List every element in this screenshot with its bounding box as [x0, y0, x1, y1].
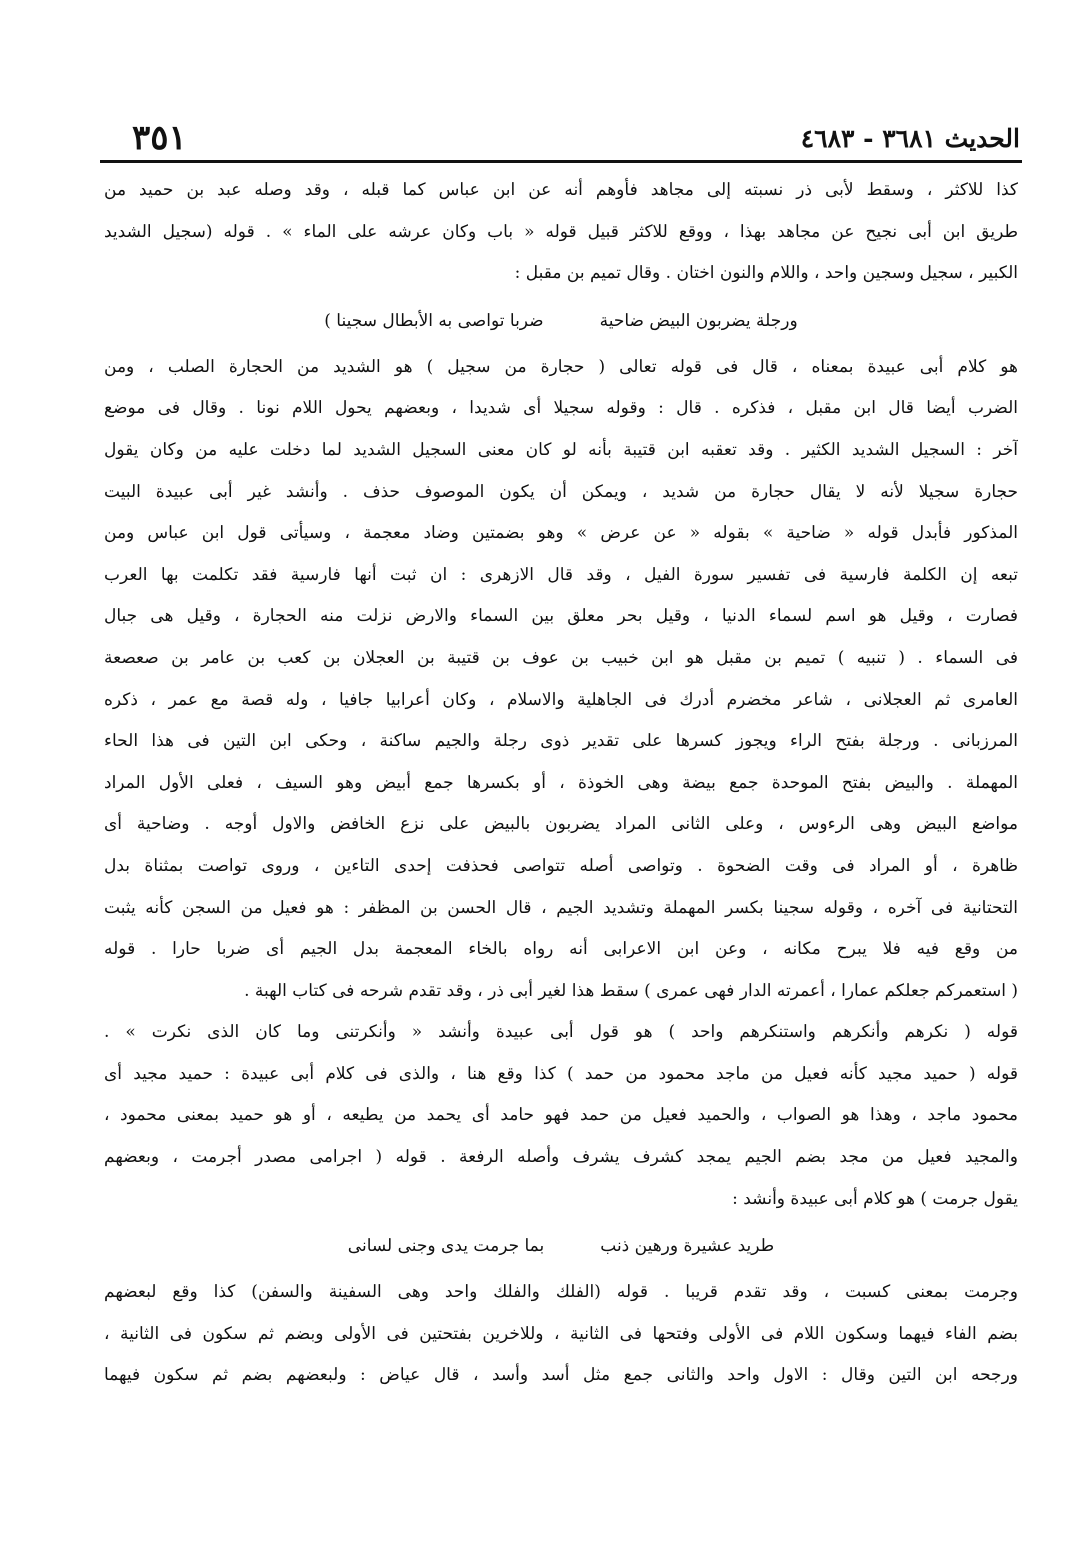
- text-line: التحتانية فى آخره ، وقوله سجينا بكسر المهملة وتشديد الجيم ، قال الحسن بن المظفر : هو فعيل من السجن كأنه يثبت: [104, 897, 1018, 918]
- text-line: العامرى ثم العجلانى ، شاعر مخضرم أدرك فى الجاهلية والاسلام ، وكان أعرابيا جافيا ، وله قصة مع عمر ، ذكره: [104, 689, 1018, 710]
- text-line: حجارة سجيلا لأنه لا يقال حجارة من شديد ، ويمكن أن يكون الموصوف حذف . وأنشد غير أبى عبيدة البيت: [104, 481, 1018, 502]
- page-number: ٣٥١: [132, 118, 187, 158]
- text-line: المذكور فأبدل قوله « ضاحية » بقوله « عن عرض » وهو بضمتين وضاد معجمة ، وسيأتى قول ابن عباس ومن: [104, 523, 1018, 544]
- text-line: آخر : السجيل الشديد الكثير . وقد تعقبه ابن قتيبة بأنه لو كان معنى السجيل الشديد لما دخلت عليه من وكان يقول: [104, 439, 1018, 460]
- text-line: وجرمت بمعنى كسبت ، وقد تقدم قريبا . قوله (الفلك والفلك واحد وهى السفينة والسفن) كذا وقع لبعضهم: [104, 1282, 1018, 1303]
- text-line: طريق ابن أبى نجيح عن مجاهد بهذا ، ووقع للاكثر قبيل قوله « باب وكان عرشه على الماء » . قوله (سجيل الشديد: [104, 221, 1018, 242]
- text-line: قوله ( نكرهم وأنكرهم واستنكرهم واحد ) هو قول أبى عبيدة وأنشد « وأنكرتنى وما كان الذى نكرت » .: [104, 1022, 1018, 1043]
- text-line: من وقع فيه فلا يبرح مكانه ، وعن ابن الاعرابى أنه رواه بالخاء المعجمة بدل الجيم أى ضربا حارا . قوله: [104, 939, 1018, 960]
- verse-hemistich: ورجلة يضربون البيض ضاحية: [599, 310, 798, 331]
- text-line: يقول جرمت ) هو كلام أبى عبيدة وأنشد :: [732, 1188, 1018, 1209]
- text-line: المهملة . والبيض بفتح الموحدة جمع بيضة وهى الخوذة ، أو بكسرها جمع أبيض وهو السيف ، فعلى الأول المراد: [104, 772, 1018, 793]
- text-line: هو كلام أبى عبيدة بمعناه ، قال فى قوله تعالى ( حجارة من سجيل ) هو الشديد من الحجارة الصلب ، ومن: [104, 356, 1018, 377]
- text-line: الكبير ، سجيل وسجين واحد ، واللام والنون اختان . وقال تميم بن مقبل :: [514, 263, 1018, 284]
- verse-hemistich: بما جرمت يدى وجنى لسانى: [347, 1236, 545, 1257]
- text-line: فى السماء . ( تنبيه ) تميم بن مقبل هو ابن خبيب بن عوف بن قتيبة بن العجلان بن كعب بن عامر بن صعصعة: [104, 647, 1018, 668]
- text-line: المرزبانى . ورجلة بفتح الراء ويجوز كسرها على تقدير ذوى رجلة والجيم ساكنة ، وحكى ابن التين فى هذا الحاء: [104, 731, 1018, 752]
- text-line: فصارت ، وقيل هو اسم لسماء الدنيا ، وقيل بحر معلق بين السماء والارض نزلت منه الحجارة ، وقيل هى جبال: [104, 606, 1018, 627]
- verse-line: [104, 1220, 1018, 1272]
- body-text: [104, 170, 1018, 1397]
- verse-line: [104, 295, 1018, 347]
- text-line: تبعه إن الكلمة فارسية فى تفسير سورة الفيل ، وقد قال الازهرى : ان ثبت أنها فارسية فقد تكلمت بها العرب: [104, 564, 1018, 585]
- text-line: والمجيد فعيل من مجد بضم الجيم يمجد كشرف يشرف وأصله الرفعة . قوله ( اجرامى مصدر أجرمت ، وبعضهم: [104, 1147, 1018, 1168]
- text-line: ( استعمركم جعلكم عمارا ، أعمرته الدار فهى عمرى ) سقط هذا لغير أبى ذر ، وقد تقدم شرحه فى كتاب الهبة .: [244, 980, 1018, 1001]
- header-rule: [100, 160, 1022, 163]
- verse-hemistich: ضربا تواصى به الأبطال سجينا ): [324, 310, 544, 331]
- text-line: مواضع البيض وهى الرءوس ، وعلى الثانى المراد يضربون بالبيض على نزع الخافض والاول أوجه . وضاحية أى: [104, 814, 1018, 835]
- text-line: قوله ( حميد مجيد كأنه فعيل من ماجد محمود من حمد ) كذا وقع هنا ، والذى فى كلام أبى عبيدة : حميد مجيد أى: [104, 1063, 1018, 1084]
- text-line: الضرب أيضا قال ابن مقبل ، فذكره . قال : وقوله سجيلا أى شديدا ، وبعضهم يحول اللام نونا . وقال فى موضع: [104, 398, 1018, 419]
- running-title: الحديث ٣٦٨١ - ٤٦٨٣: [800, 124, 1020, 153]
- text-line: ورجحه ابن التين وقال : الاول واحد والثانى جمع مثل أسد وأسد ، قال عياض : ولبعضهم بضم ثم سكون فيهما: [104, 1365, 1018, 1386]
- text-line: بضم الفاء فيهما وسكون اللام فى الأولى وفتحها فى الثانية ، وللاخرين بفتحتين فى الأولى وبضم ثم سكون فى الثانية ،: [104, 1323, 1018, 1344]
- verse-hemistich: طريد عشيرة ورهين ذنب: [600, 1236, 775, 1257]
- text-line: محمود ماجد ، وهذا هو الصواب ، والحميد فعيل من حمد فهو حامد أى يحمد من يطيعه ، أو هو حميد بمعنى محمود ،: [104, 1105, 1018, 1126]
- page-header: [102, 118, 1020, 160]
- text-line: كذا للاكثر ، وسقط لأبى ذر نسبته إلى مجاهد فأوهم أنه عن ابن عباس كما قبله ، وقد وصله عبد بن حميد من: [104, 180, 1018, 200]
- text-line: ظاهرة ، أو المراد فى وقت الضحوة . وتواصى أصله تتواصى فحذفت إحدى التاءين ، وروى تواصت بمثناة بدل: [104, 855, 1018, 876]
